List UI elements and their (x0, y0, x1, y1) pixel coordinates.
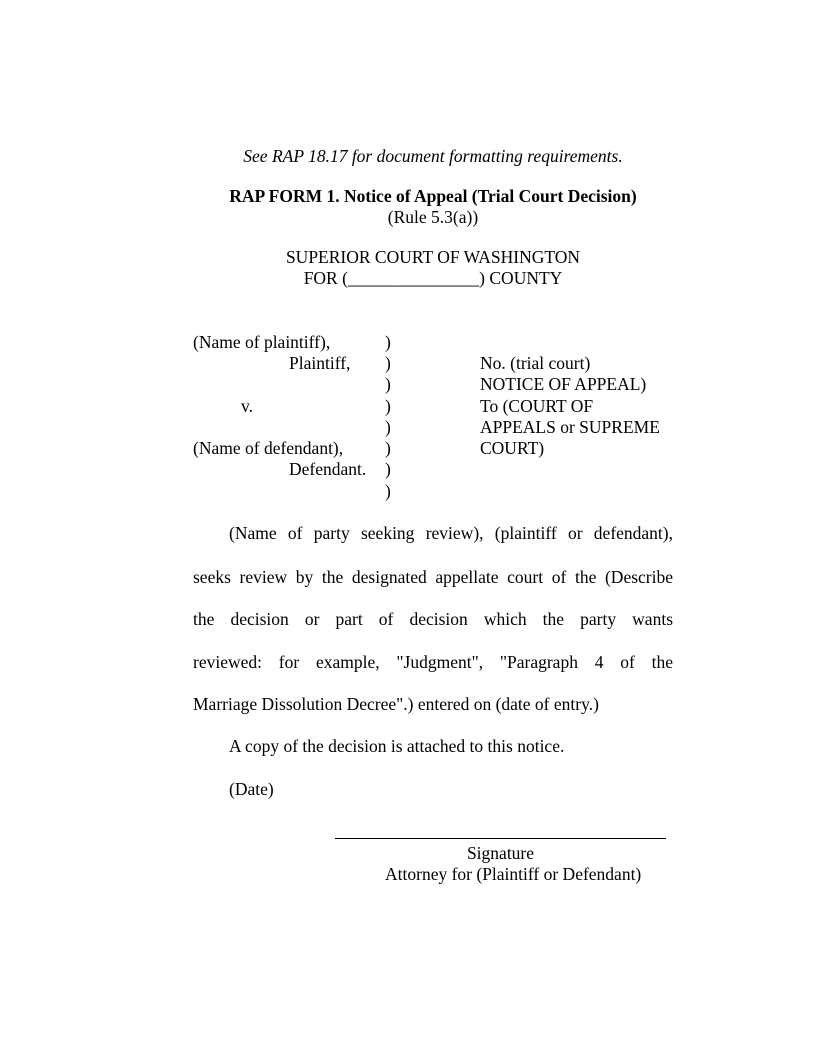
caption-row (0, 438, 816, 459)
caption-paren: ) (385, 353, 391, 373)
caption-paren: ) (385, 396, 391, 416)
caption-paren: ) (385, 459, 391, 479)
body-line: the decision or part of decision which the party wants (193, 609, 673, 629)
trial-court-number: No. (trial court) (480, 353, 591, 373)
date-field: (Date) (229, 779, 274, 799)
signature-label: Signature (466, 843, 535, 863)
body-line: seeks review by the designated appellate court of the (Describe (193, 567, 673, 587)
caption-paren: ) (385, 332, 391, 352)
court-county: FOR (_______________) COUNTY (303, 268, 563, 288)
body-line: reviewed: for example, "Judgment", "Paragraph 4 of the (193, 652, 673, 672)
appellate-court-line2: APPEALS or SUPREME (480, 417, 660, 437)
body-line: (Name of party seeking review), (plaintiff or defendant), (229, 523, 673, 543)
body-line: Marriage Dissolution Decree".) entered on (date of entry.) (193, 694, 599, 714)
appellate-court-line3: COURT) (480, 438, 545, 458)
defendant-name: (Name of defendant), (193, 438, 344, 458)
plaintiff-name: (Name of plaintiff), (193, 332, 331, 352)
caption-paren: ) (385, 374, 391, 394)
rule-reference: (Rule 5.3(a)) (387, 207, 479, 227)
caption-row (0, 332, 816, 353)
caption-row (0, 353, 816, 374)
plaintiff-label: Plaintiff, (289, 353, 351, 373)
caption-row (0, 374, 816, 395)
attorney-for-label: Attorney for (Plaintiff or Defendant) (385, 864, 642, 884)
versus-label: v. (241, 396, 253, 416)
caption-paren: ) (385, 481, 391, 501)
signature-line (335, 838, 666, 839)
form-title: RAP FORM 1. Notice of Appeal (Trial Court Decision) (229, 186, 637, 206)
caption-paren: ) (385, 417, 391, 437)
court-name: SUPERIOR COURT OF WASHINGTON (285, 247, 581, 267)
caption-row (0, 481, 816, 502)
defendant-label: Defendant. (289, 459, 367, 479)
formatting-note: See RAP 18.17 for document formatting requirements. (243, 146, 623, 166)
caption-paren: ) (385, 438, 391, 458)
notice-of-appeal-label: NOTICE OF APPEAL) (480, 374, 647, 394)
copy-attached-note: A copy of the decision is attached to this notice. (229, 736, 565, 756)
caption-row (0, 417, 816, 438)
appellate-court-line1: To (COURT OF (480, 396, 594, 416)
caption-row (0, 459, 816, 480)
caption-row (0, 396, 816, 417)
